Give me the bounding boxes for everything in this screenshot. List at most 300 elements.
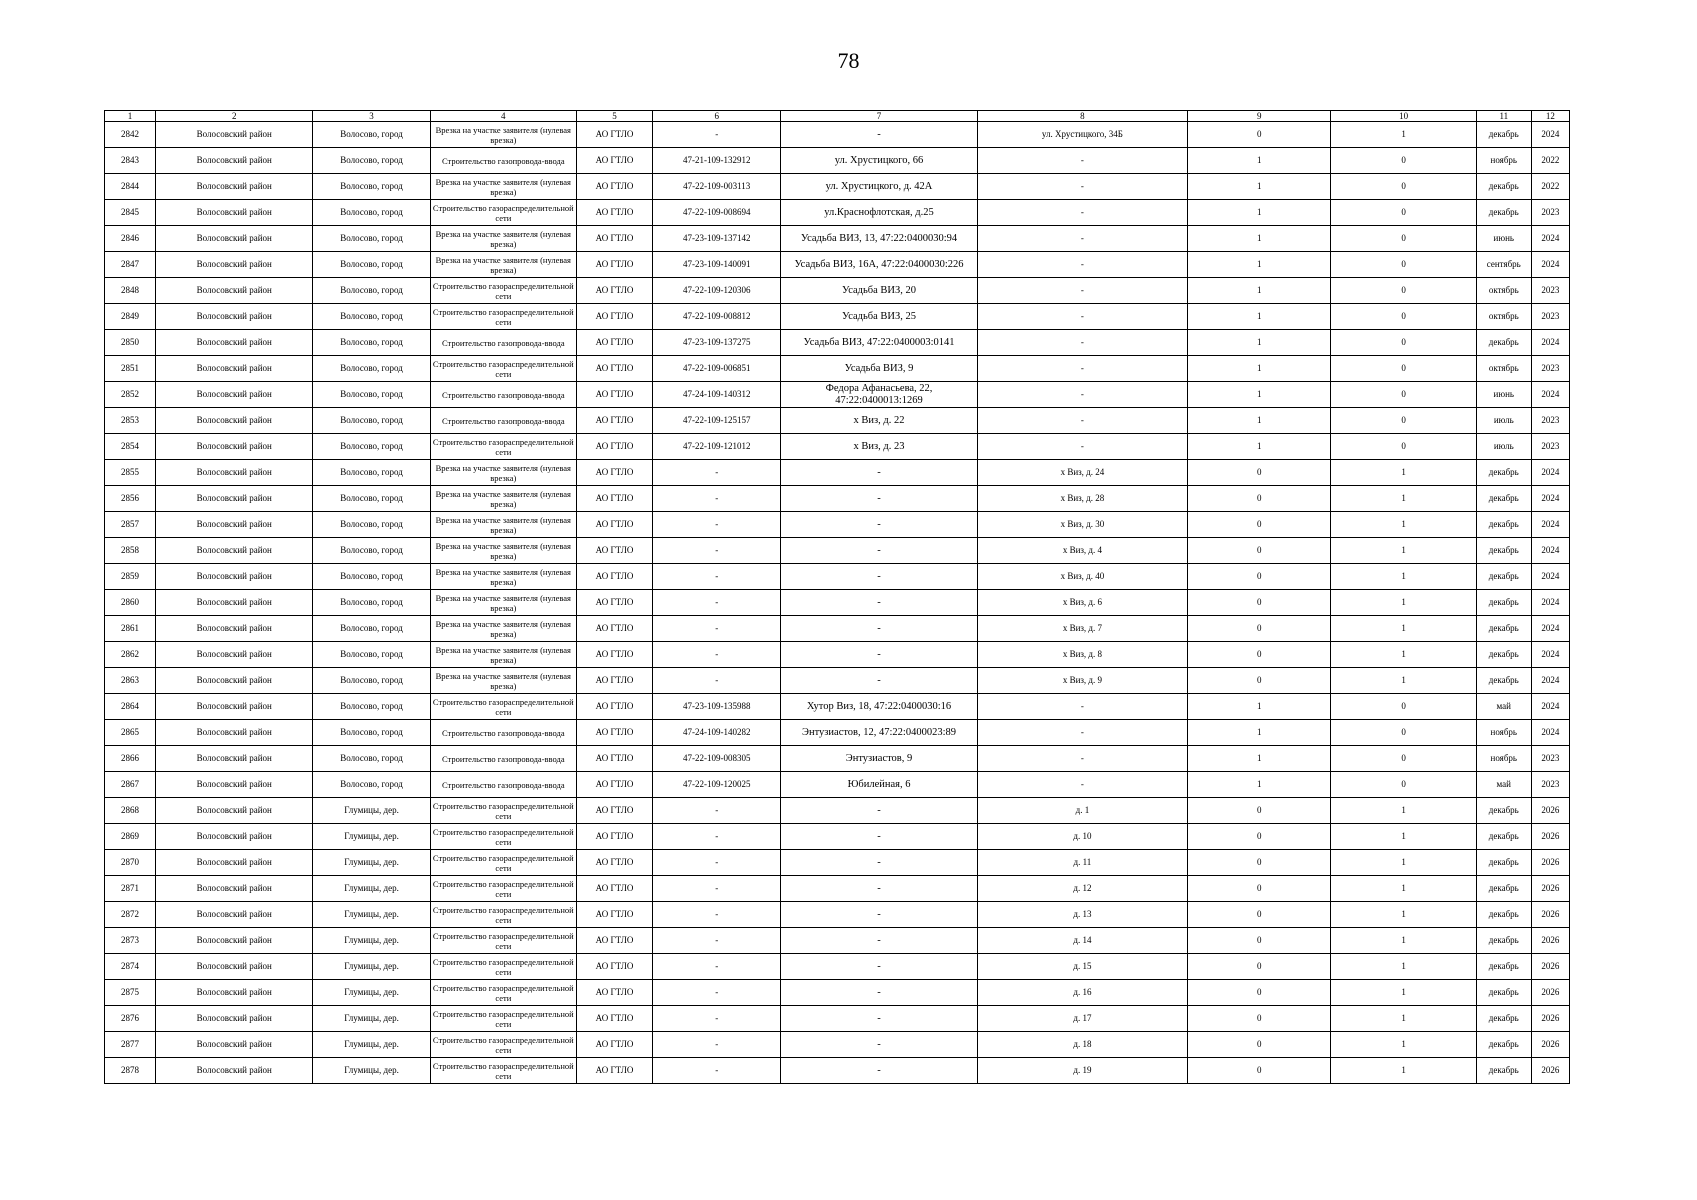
cell-month: декабрь bbox=[1476, 642, 1531, 668]
cell-month: декабрь bbox=[1476, 512, 1531, 538]
cell-organization: АО ГТЛО bbox=[576, 356, 652, 382]
table-body bbox=[105, 122, 1570, 1084]
cell-object-address: д. 17 bbox=[977, 1006, 1187, 1032]
cell-address: Усадьба ВИЗ, 13, 47:22:0400030:94 bbox=[781, 226, 977, 252]
cell-work-type: Строительство газораспределительной сети bbox=[430, 902, 576, 928]
cell-address: Хутор Виз, 18, 47:22:0400030:16 bbox=[781, 694, 977, 720]
cell-work-type: Строительство газораспределительной сети bbox=[430, 694, 576, 720]
cell-request-number: - bbox=[653, 642, 781, 668]
cell-settlement: Волосово, город bbox=[313, 148, 430, 174]
cell-year: 2023 bbox=[1531, 200, 1569, 226]
cell-request-number: - bbox=[653, 980, 781, 1006]
cell-address: - bbox=[781, 538, 977, 564]
cell-work-type: Врезка на участке заявителя (нулевая врезка) bbox=[430, 642, 576, 668]
cell-organization: АО ГТЛО bbox=[576, 538, 652, 564]
cell-district: Волосовский район bbox=[156, 980, 313, 1006]
cell-address: ул.Краснофлотская, д.25 bbox=[781, 200, 977, 226]
cell-settlement: Волосово, город bbox=[313, 642, 430, 668]
cell-row-number: 2851 bbox=[105, 356, 156, 382]
cell-work-type: Строительство газопровода-ввода bbox=[430, 772, 576, 798]
table-row bbox=[105, 850, 1570, 876]
cell-count-b: 1 bbox=[1331, 1006, 1476, 1032]
cell-district: Волосовский район bbox=[156, 434, 313, 460]
cell-row-number: 2876 bbox=[105, 1006, 156, 1032]
cell-settlement: Глумицы, дер. bbox=[313, 824, 430, 850]
cell-settlement: Волосово, город bbox=[313, 694, 430, 720]
cell-organization: АО ГТЛО bbox=[576, 564, 652, 590]
cell-district: Волосовский район bbox=[156, 1006, 313, 1032]
cell-organization: АО ГТЛО bbox=[576, 642, 652, 668]
column-header-9: 9 bbox=[1188, 111, 1331, 122]
cell-request-number: - bbox=[653, 1058, 781, 1084]
cell-month: июнь bbox=[1476, 382, 1531, 408]
cell-object-address: д. 15 bbox=[977, 954, 1187, 980]
cell-object-address: - bbox=[977, 356, 1187, 382]
cell-request-number: - bbox=[653, 1006, 781, 1032]
cell-count-a: 1 bbox=[1188, 694, 1331, 720]
cell-work-type: Строительство газопровода-ввода bbox=[430, 408, 576, 434]
cell-count-a: 0 bbox=[1188, 876, 1331, 902]
table-row bbox=[105, 642, 1570, 668]
cell-month: декабрь bbox=[1476, 460, 1531, 486]
cell-request-number: 47-22-109-120025 bbox=[653, 772, 781, 798]
cell-district: Волосовский район bbox=[156, 200, 313, 226]
cell-work-type: Строительство газораспределительной сети bbox=[430, 356, 576, 382]
cell-organization: АО ГТЛО bbox=[576, 876, 652, 902]
table-row bbox=[105, 772, 1570, 798]
cell-work-type: Строительство газораспределительной сети bbox=[430, 876, 576, 902]
table-row bbox=[105, 382, 1570, 408]
cell-row-number: 2854 bbox=[105, 434, 156, 460]
cell-organization: АО ГТЛО bbox=[576, 1006, 652, 1032]
cell-request-number: - bbox=[653, 512, 781, 538]
cell-count-b: 1 bbox=[1331, 824, 1476, 850]
cell-count-b: 0 bbox=[1331, 408, 1476, 434]
cell-request-number: - bbox=[653, 564, 781, 590]
cell-count-b: 1 bbox=[1331, 928, 1476, 954]
header-row bbox=[105, 111, 1570, 122]
cell-settlement: Волосово, город bbox=[313, 538, 430, 564]
cell-work-type: Строительство газораспределительной сети bbox=[430, 1006, 576, 1032]
cell-count-b: 0 bbox=[1331, 200, 1476, 226]
cell-count-a: 0 bbox=[1188, 642, 1331, 668]
cell-district: Волосовский район bbox=[156, 356, 313, 382]
table-row bbox=[105, 200, 1570, 226]
column-header-11: 11 bbox=[1476, 111, 1531, 122]
cell-organization: АО ГТЛО bbox=[576, 590, 652, 616]
cell-year: 2026 bbox=[1531, 1058, 1569, 1084]
cell-year: 2023 bbox=[1531, 304, 1569, 330]
cell-object-address: - bbox=[977, 278, 1187, 304]
cell-request-number: 47-24-109-140312 bbox=[653, 382, 781, 408]
cell-month: декабрь bbox=[1476, 954, 1531, 980]
cell-year: 2024 bbox=[1531, 590, 1569, 616]
cell-settlement: Волосово, город bbox=[313, 278, 430, 304]
cell-request-number: - bbox=[653, 122, 781, 148]
table-row bbox=[105, 1058, 1570, 1084]
cell-row-number: 2859 bbox=[105, 564, 156, 590]
cell-count-a: 0 bbox=[1188, 538, 1331, 564]
cell-request-number: 47-23-109-137142 bbox=[653, 226, 781, 252]
cell-count-b: 0 bbox=[1331, 278, 1476, 304]
cell-row-number: 2870 bbox=[105, 850, 156, 876]
cell-organization: АО ГТЛО bbox=[576, 434, 652, 460]
cell-object-address: - bbox=[977, 226, 1187, 252]
cell-settlement: Глумицы, дер. bbox=[313, 798, 430, 824]
cell-district: Волосовский район bbox=[156, 330, 313, 356]
cell-district: Волосовский район bbox=[156, 616, 313, 642]
cell-work-type: Строительство газораспределительной сети bbox=[430, 798, 576, 824]
cell-count-b: 1 bbox=[1331, 590, 1476, 616]
cell-organization: АО ГТЛО bbox=[576, 954, 652, 980]
cell-organization: АО ГТЛО bbox=[576, 148, 652, 174]
cell-count-b: 1 bbox=[1331, 616, 1476, 642]
cell-organization: АО ГТЛО bbox=[576, 252, 652, 278]
cell-address: Усадьба ВИЗ, 25 bbox=[781, 304, 977, 330]
cell-count-a: 1 bbox=[1188, 382, 1331, 408]
cell-organization: АО ГТЛО bbox=[576, 200, 652, 226]
cell-count-a: 1 bbox=[1188, 434, 1331, 460]
cell-row-number: 2845 bbox=[105, 200, 156, 226]
cell-row-number: 2867 bbox=[105, 772, 156, 798]
cell-count-b: 1 bbox=[1331, 512, 1476, 538]
table-row bbox=[105, 720, 1570, 746]
cell-object-address: - bbox=[977, 330, 1187, 356]
cell-settlement: Волосово, город bbox=[313, 174, 430, 200]
cell-row-number: 2848 bbox=[105, 278, 156, 304]
cell-object-address: ул. Хрустицкого, 34Б bbox=[977, 122, 1187, 148]
cell-count-a: 1 bbox=[1188, 304, 1331, 330]
cell-count-a: 0 bbox=[1188, 512, 1331, 538]
cell-district: Волосовский район bbox=[156, 772, 313, 798]
cell-object-address: х Виз, д. 6 bbox=[977, 590, 1187, 616]
cell-month: сентябрь bbox=[1476, 252, 1531, 278]
cell-year: 2026 bbox=[1531, 902, 1569, 928]
cell-address: - bbox=[781, 850, 977, 876]
cell-count-a: 1 bbox=[1188, 252, 1331, 278]
cell-organization: АО ГТЛО bbox=[576, 902, 652, 928]
cell-settlement: Волосово, город bbox=[313, 200, 430, 226]
cell-row-number: 2869 bbox=[105, 824, 156, 850]
cell-address: Усадьба ВИЗ, 47:22:0400003:0141 bbox=[781, 330, 977, 356]
cell-count-a: 1 bbox=[1188, 720, 1331, 746]
cell-organization: АО ГТЛО bbox=[576, 512, 652, 538]
cell-count-b: 0 bbox=[1331, 746, 1476, 772]
cell-row-number: 2861 bbox=[105, 616, 156, 642]
cell-district: Волосовский район bbox=[156, 928, 313, 954]
cell-work-type: Врезка на участке заявителя (нулевая врезка) bbox=[430, 226, 576, 252]
cell-object-address: д. 13 bbox=[977, 902, 1187, 928]
cell-district: Волосовский район bbox=[156, 954, 313, 980]
cell-district: Волосовский район bbox=[156, 694, 313, 720]
cell-settlement: Волосово, город bbox=[313, 460, 430, 486]
cell-count-b: 1 bbox=[1331, 642, 1476, 668]
cell-organization: АО ГТЛО bbox=[576, 174, 652, 200]
cell-year: 2023 bbox=[1531, 356, 1569, 382]
cell-district: Волосовский район bbox=[156, 850, 313, 876]
cell-count-a: 0 bbox=[1188, 1006, 1331, 1032]
cell-address: - bbox=[781, 902, 977, 928]
cell-row-number: 2875 bbox=[105, 980, 156, 1006]
cell-count-a: 0 bbox=[1188, 460, 1331, 486]
cell-district: Волосовский район bbox=[156, 122, 313, 148]
cell-row-number: 2863 bbox=[105, 668, 156, 694]
cell-year: 2024 bbox=[1531, 512, 1569, 538]
cell-settlement: Волосово, город bbox=[313, 590, 430, 616]
cell-count-a: 1 bbox=[1188, 226, 1331, 252]
cell-year: 2024 bbox=[1531, 226, 1569, 252]
cell-request-number: - bbox=[653, 590, 781, 616]
cell-count-b: 0 bbox=[1331, 304, 1476, 330]
cell-row-number: 2849 bbox=[105, 304, 156, 330]
table-header bbox=[105, 111, 1570, 122]
cell-row-number: 2868 bbox=[105, 798, 156, 824]
column-header-3: 3 bbox=[313, 111, 430, 122]
cell-row-number: 2866 bbox=[105, 746, 156, 772]
cell-month: декабрь bbox=[1476, 1032, 1531, 1058]
cell-work-type: Строительство газораспределительной сети bbox=[430, 200, 576, 226]
cell-count-a: 0 bbox=[1188, 902, 1331, 928]
cell-count-b: 1 bbox=[1331, 668, 1476, 694]
cell-settlement: Глумицы, дер. bbox=[313, 954, 430, 980]
cell-work-type: Строительство газораспределительной сети bbox=[430, 1058, 576, 1084]
cell-request-number: 47-23-109-137275 bbox=[653, 330, 781, 356]
cell-work-type: Строительство газопровода-ввода bbox=[430, 382, 576, 408]
cell-object-address: х Виз, д. 28 bbox=[977, 486, 1187, 512]
cell-year: 2026 bbox=[1531, 928, 1569, 954]
cell-work-type: Строительство газораспределительной сети bbox=[430, 824, 576, 850]
cell-month: ноябрь bbox=[1476, 746, 1531, 772]
cell-count-a: 0 bbox=[1188, 122, 1331, 148]
cell-settlement: Волосово, город bbox=[313, 746, 430, 772]
cell-count-a: 0 bbox=[1188, 850, 1331, 876]
cell-request-number: 47-21-109-132912 bbox=[653, 148, 781, 174]
cell-object-address: д. 12 bbox=[977, 876, 1187, 902]
cell-request-number: 47-23-109-140091 bbox=[653, 252, 781, 278]
cell-district: Волосовский район bbox=[156, 824, 313, 850]
cell-address: ул. Хрустицкого, 66 bbox=[781, 148, 977, 174]
cell-count-a: 0 bbox=[1188, 928, 1331, 954]
cell-district: Волосовский район bbox=[156, 902, 313, 928]
cell-request-number: - bbox=[653, 486, 781, 512]
cell-request-number: - bbox=[653, 824, 781, 850]
cell-month: декабрь bbox=[1476, 928, 1531, 954]
cell-count-a: 0 bbox=[1188, 954, 1331, 980]
cell-month: декабрь bbox=[1476, 902, 1531, 928]
cell-district: Волосовский район bbox=[156, 798, 313, 824]
table-row bbox=[105, 122, 1570, 148]
cell-month: декабрь bbox=[1476, 564, 1531, 590]
table-row bbox=[105, 434, 1570, 460]
cell-organization: АО ГТЛО bbox=[576, 928, 652, 954]
cell-row-number: 2844 bbox=[105, 174, 156, 200]
cell-address: - bbox=[781, 1058, 977, 1084]
cell-row-number: 2856 bbox=[105, 486, 156, 512]
cell-year: 2024 bbox=[1531, 330, 1569, 356]
cell-address: - bbox=[781, 564, 977, 590]
cell-month: декабрь bbox=[1476, 1058, 1531, 1084]
cell-year: 2026 bbox=[1531, 798, 1569, 824]
cell-row-number: 2874 bbox=[105, 954, 156, 980]
cell-object-address: х Виз, д. 24 bbox=[977, 460, 1187, 486]
cell-work-type: Строительство газораспределительной сети bbox=[430, 928, 576, 954]
cell-organization: АО ГТЛО bbox=[576, 824, 652, 850]
cell-request-number: 47-22-109-008812 bbox=[653, 304, 781, 330]
cell-work-type: Врезка на участке заявителя (нулевая врезка) bbox=[430, 486, 576, 512]
cell-request-number: 47-24-109-140282 bbox=[653, 720, 781, 746]
page-number: 78 bbox=[837, 48, 860, 73]
cell-object-address: - bbox=[977, 252, 1187, 278]
cell-organization: АО ГТЛО bbox=[576, 720, 652, 746]
cell-request-number: - bbox=[653, 928, 781, 954]
cell-month: декабрь bbox=[1476, 486, 1531, 512]
cell-address: Юбилейная, 6 bbox=[781, 772, 977, 798]
cell-work-type: Врезка на участке заявителя (нулевая врезка) bbox=[430, 668, 576, 694]
cell-year: 2022 bbox=[1531, 174, 1569, 200]
cell-organization: АО ГТЛО bbox=[576, 1058, 652, 1084]
cell-request-number: - bbox=[653, 876, 781, 902]
cell-object-address: д. 1 bbox=[977, 798, 1187, 824]
cell-request-number: - bbox=[653, 460, 781, 486]
cell-month: декабрь bbox=[1476, 122, 1531, 148]
cell-district: Волосовский район bbox=[156, 486, 313, 512]
cell-count-b: 0 bbox=[1331, 252, 1476, 278]
cell-object-address: - bbox=[977, 434, 1187, 460]
cell-object-address: х Виз, д. 7 bbox=[977, 616, 1187, 642]
cell-district: Волосовский район bbox=[156, 590, 313, 616]
cell-month: декабрь bbox=[1476, 590, 1531, 616]
table-row bbox=[105, 694, 1570, 720]
cell-request-number: - bbox=[653, 616, 781, 642]
cell-address: - bbox=[781, 954, 977, 980]
cell-object-address: - bbox=[977, 408, 1187, 434]
cell-district: Волосовский район bbox=[156, 642, 313, 668]
cell-settlement: Волосово, город bbox=[313, 772, 430, 798]
cell-organization: АО ГТЛО bbox=[576, 980, 652, 1006]
cell-address bbox=[781, 382, 977, 408]
cell-count-b: 1 bbox=[1331, 1032, 1476, 1058]
cell-year: 2022 bbox=[1531, 148, 1569, 174]
cell-year: 2024 bbox=[1531, 460, 1569, 486]
cell-organization: АО ГТЛО bbox=[576, 304, 652, 330]
cell-address: Усадьба ВИЗ, 9 bbox=[781, 356, 977, 382]
cell-district: Волосовский район bbox=[156, 720, 313, 746]
cell-count-b: 0 bbox=[1331, 226, 1476, 252]
table-row bbox=[105, 876, 1570, 902]
cell-address: х Виз, д. 22 bbox=[781, 408, 977, 434]
cell-month: декабрь bbox=[1476, 538, 1531, 564]
data-table bbox=[104, 110, 1570, 1084]
cell-count-a: 1 bbox=[1188, 174, 1331, 200]
cell-year: 2024 bbox=[1531, 538, 1569, 564]
cell-address: - bbox=[781, 876, 977, 902]
cell-settlement: Волосово, город bbox=[313, 564, 430, 590]
cell-row-number: 2846 bbox=[105, 226, 156, 252]
cell-request-number: 47-22-109-003113 bbox=[653, 174, 781, 200]
cell-year: 2024 bbox=[1531, 668, 1569, 694]
cell-address: - bbox=[781, 460, 977, 486]
cell-year: 2026 bbox=[1531, 850, 1569, 876]
cell-request-number: - bbox=[653, 1032, 781, 1058]
cell-work-type: Врезка на участке заявителя (нулевая врезка) bbox=[430, 616, 576, 642]
cell-work-type: Строительство газопровода-ввода bbox=[430, 148, 576, 174]
column-header-8: 8 bbox=[977, 111, 1187, 122]
cell-settlement: Глумицы, дер. bbox=[313, 876, 430, 902]
cell-month: декабрь bbox=[1476, 1006, 1531, 1032]
cell-work-type: Строительство газораспределительной сети bbox=[430, 954, 576, 980]
cell-count-b: 0 bbox=[1331, 330, 1476, 356]
cell-count-a: 0 bbox=[1188, 824, 1331, 850]
cell-count-b: 1 bbox=[1331, 460, 1476, 486]
cell-row-number: 2860 bbox=[105, 590, 156, 616]
column-header-6: 6 bbox=[653, 111, 781, 122]
cell-year: 2023 bbox=[1531, 746, 1569, 772]
cell-work-type: Врезка на участке заявителя (нулевая врезка) bbox=[430, 538, 576, 564]
cell-count-a: 0 bbox=[1188, 590, 1331, 616]
cell-address: - bbox=[781, 1006, 977, 1032]
cell-organization: АО ГТЛО bbox=[576, 408, 652, 434]
cell-count-a: 1 bbox=[1188, 408, 1331, 434]
cell-address: - bbox=[781, 512, 977, 538]
cell-year: 2024 bbox=[1531, 642, 1569, 668]
table-row bbox=[105, 616, 1570, 642]
cell-work-type: Строительство газораспределительной сети bbox=[430, 434, 576, 460]
cell-request-number: 47-23-109-135988 bbox=[653, 694, 781, 720]
cell-settlement: Волосово, город bbox=[313, 668, 430, 694]
table-row bbox=[105, 798, 1570, 824]
cell-address: - bbox=[781, 1032, 977, 1058]
cell-object-address: - bbox=[977, 746, 1187, 772]
cell-year: 2026 bbox=[1531, 1006, 1569, 1032]
cell-organization: АО ГТЛО bbox=[576, 460, 652, 486]
cell-request-number: - bbox=[653, 798, 781, 824]
cell-settlement: Глумицы, дер. bbox=[313, 850, 430, 876]
cell-year: 2026 bbox=[1531, 876, 1569, 902]
cell-year: 2024 bbox=[1531, 564, 1569, 590]
cell-request-number: 47-22-109-008305 bbox=[653, 746, 781, 772]
cell-address: - bbox=[781, 798, 977, 824]
cell-organization: АО ГТЛО bbox=[576, 226, 652, 252]
cell-month: июнь bbox=[1476, 226, 1531, 252]
table-row bbox=[105, 954, 1570, 980]
cell-count-b: 0 bbox=[1331, 772, 1476, 798]
cell-month: декабрь bbox=[1476, 668, 1531, 694]
cell-organization: АО ГТЛО bbox=[576, 1032, 652, 1058]
cell-month: декабрь bbox=[1476, 616, 1531, 642]
cell-address-text: Федора Афанасьева, 22, 47:22:0400013:1269 bbox=[825, 382, 933, 406]
cell-district: Волосовский район bbox=[156, 512, 313, 538]
cell-object-address: - bbox=[977, 382, 1187, 408]
cell-year: 2026 bbox=[1531, 1032, 1569, 1058]
cell-settlement: Волосово, город bbox=[313, 486, 430, 512]
cell-request-number: 47-22-109-120306 bbox=[653, 278, 781, 304]
cell-row-number: 2858 bbox=[105, 538, 156, 564]
cell-year: 2024 bbox=[1531, 122, 1569, 148]
cell-district: Волосовский район bbox=[156, 174, 313, 200]
cell-count-b: 1 bbox=[1331, 954, 1476, 980]
cell-row-number: 2852 bbox=[105, 382, 156, 408]
cell-year: 2026 bbox=[1531, 824, 1569, 850]
cell-object-address: д. 14 bbox=[977, 928, 1187, 954]
cell-settlement: Волосово, город bbox=[313, 226, 430, 252]
cell-organization: АО ГТЛО bbox=[576, 616, 652, 642]
cell-district: Волосовский район bbox=[156, 1032, 313, 1058]
cell-district: Волосовский район bbox=[156, 278, 313, 304]
column-header-1: 1 bbox=[105, 111, 156, 122]
cell-year: 2026 bbox=[1531, 954, 1569, 980]
cell-object-address: - bbox=[977, 304, 1187, 330]
cell-address: Энтузиастов, 12, 47:22:0400023:89 bbox=[781, 720, 977, 746]
